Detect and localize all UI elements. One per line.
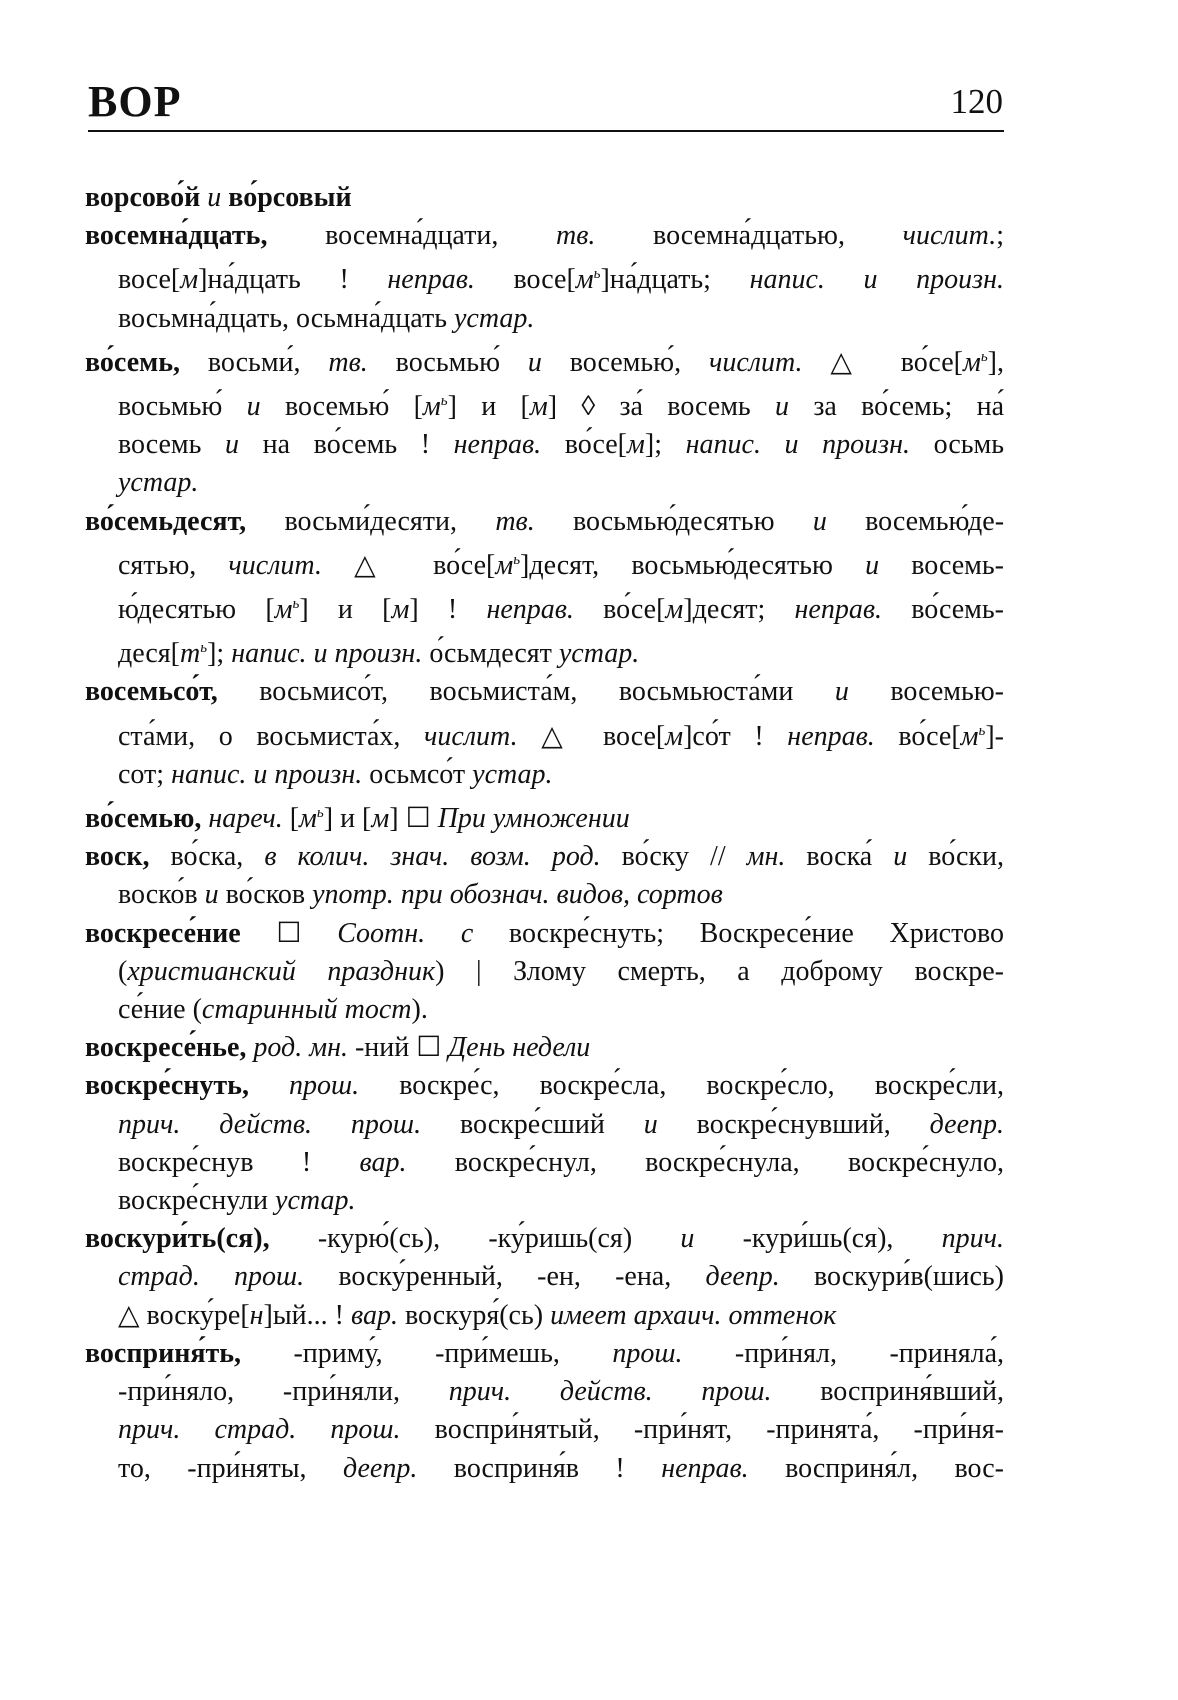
headword: во́рсовый bbox=[228, 182, 352, 213]
entry-continuation-line bbox=[85, 629, 1004, 673]
grammatical-label: прич. действ. прош. bbox=[448, 1376, 772, 1408]
soft-sign-superscript: ь bbox=[980, 348, 988, 365]
entry-text: ( bbox=[118, 955, 128, 987]
grammatical-label: старинный тост bbox=[201, 994, 412, 1026]
grammatical-label: тв. bbox=[328, 346, 368, 378]
dictionary-entries bbox=[85, 179, 1004, 1488]
grammatical-label: м bbox=[529, 391, 548, 423]
grammatical-label: м bbox=[274, 594, 293, 626]
entry-text: восемна́дцати, bbox=[267, 220, 557, 252]
headword: воск, bbox=[85, 841, 150, 873]
entry-text: восе[ bbox=[118, 264, 181, 296]
grammatical-label: м bbox=[665, 594, 684, 626]
entry-text: ] и [ bbox=[299, 594, 392, 626]
grammatical-label: и bbox=[812, 505, 827, 537]
entry-text: ) | Злому смерть, а доброму воскре- bbox=[435, 955, 1005, 987]
entry-text: ], bbox=[987, 346, 1004, 378]
entry-text: то, -при́няты, bbox=[118, 1452, 343, 1484]
entry-text: -приму́, -при́мешь, bbox=[241, 1337, 613, 1369]
entry-text: воскре́снувший, bbox=[657, 1108, 930, 1140]
entry-text: восьми́, bbox=[180, 346, 329, 378]
dictionary-entry bbox=[85, 503, 1004, 674]
entry-text: ]десят, восьмью́десятью bbox=[520, 549, 866, 581]
entry-text: △ восе[ bbox=[517, 720, 666, 752]
grammatical-label: м bbox=[422, 391, 441, 423]
entry-first-line bbox=[85, 179, 1004, 217]
grammatical-label: прич. страд. прош. bbox=[118, 1414, 401, 1446]
entry-text: воскре́снуть; Воскресе́ние Христово bbox=[473, 917, 1005, 949]
entry-continuation-line bbox=[85, 876, 1004, 914]
headword: воскресе́нье, bbox=[85, 1032, 247, 1064]
grammatical-label: и bbox=[893, 841, 908, 873]
grammatical-label: м bbox=[495, 549, 514, 581]
dictionary-entry bbox=[85, 1335, 1004, 1488]
entry-text: ] ◊ за́ восемь bbox=[547, 391, 776, 423]
entry-first-line bbox=[85, 794, 1004, 838]
grammatical-label: и bbox=[527, 346, 542, 378]
grammatical-label: нареч. bbox=[208, 803, 283, 835]
grammatical-label: напис. и произн. bbox=[685, 429, 910, 461]
dictionary-entry bbox=[85, 915, 1004, 1030]
grammatical-label: тв. bbox=[556, 220, 596, 252]
entry-text: ] ! bbox=[409, 594, 487, 626]
entry-continuation-line bbox=[85, 1297, 1004, 1335]
entry-text: во́ску // bbox=[600, 841, 747, 873]
grammatical-label: мн. bbox=[746, 841, 786, 873]
dictionary-entry bbox=[85, 217, 1004, 338]
entry-continuation-line bbox=[85, 1373, 1004, 1411]
grammatical-label: и bbox=[834, 676, 849, 708]
soft-sign-superscript: ь bbox=[978, 722, 986, 739]
grammatical-label: устар. bbox=[472, 758, 553, 790]
entry-text: за во́семь; на́ bbox=[789, 391, 1005, 423]
entry-text: воспри́нятый, -при́нят, -принята́, -при́ня- bbox=[400, 1414, 1005, 1446]
entry-text: воска́ bbox=[785, 841, 894, 873]
page-number: 120 bbox=[950, 82, 1003, 121]
entry-continuation-line bbox=[85, 1411, 1004, 1449]
entry-text: ста́ми, о восьмиста́х, bbox=[118, 720, 425, 752]
entry-text: на во́семь ! bbox=[239, 429, 454, 461]
entry-first-line bbox=[85, 838, 1004, 876]
grammatical-label: напис. и произн. bbox=[231, 638, 423, 670]
entry-text: восемью́ [ bbox=[260, 391, 423, 423]
entry-first-line bbox=[85, 1067, 1004, 1105]
soft-sign-superscript: ь bbox=[316, 805, 324, 822]
grammatical-label: прич. действ. прош. bbox=[118, 1108, 422, 1140]
grammatical-label: деепр. bbox=[705, 1261, 780, 1293]
grammatical-label: числит. bbox=[708, 346, 803, 378]
grammatical-label: н bbox=[249, 1299, 264, 1331]
entry-continuation-line bbox=[85, 426, 1004, 464]
grammatical-label: и bbox=[775, 391, 790, 423]
entry-text: ; bbox=[996, 220, 1004, 252]
entry-text: восприня́л, вос- bbox=[748, 1452, 1005, 1484]
entry-text: восемью́де- bbox=[826, 505, 1005, 537]
entry-text: во́се[ bbox=[573, 594, 666, 626]
soft-sign-superscript: ь bbox=[513, 551, 521, 568]
grammatical-label: прош. bbox=[289, 1070, 360, 1102]
entry-text: восемна́дцатью, bbox=[595, 220, 903, 252]
entry-continuation-line bbox=[85, 255, 1004, 299]
entry-text: ] и [ bbox=[447, 391, 530, 423]
entry-text: восемь- bbox=[879, 549, 1004, 581]
entry-text: деся[ bbox=[118, 638, 181, 670]
entry-continuation-line bbox=[85, 991, 1004, 1029]
grammatical-label: неправ. bbox=[387, 264, 475, 296]
entry-first-line bbox=[85, 503, 1004, 541]
grammatical-label: м bbox=[665, 720, 684, 752]
entry-text: воску́ренный, -ен, -ена, bbox=[304, 1261, 706, 1293]
entry-text: воскури́в(шись) bbox=[779, 1261, 1004, 1293]
entry-text: воскре́с, воскре́сла, воскре́сло, воскре́сли, bbox=[359, 1070, 1005, 1102]
entry-text: восемь bbox=[118, 429, 226, 461]
soft-sign-superscript: ь bbox=[292, 596, 300, 613]
grammatical-label: При умножении bbox=[437, 803, 630, 835]
entry-text: восемью́, bbox=[541, 346, 709, 378]
grammatical-label: вар. bbox=[351, 1299, 398, 1331]
grammatical-label: страд. прош. bbox=[118, 1261, 305, 1293]
entry-text bbox=[249, 1070, 289, 1101]
grammatical-label: числит. bbox=[424, 720, 518, 752]
dictionary-entry bbox=[85, 838, 1004, 914]
entry-text: во́се[ bbox=[874, 720, 961, 752]
headword: во́семь, bbox=[85, 346, 181, 378]
entry-continuation-line bbox=[85, 1182, 1004, 1220]
entry-text: осьмь bbox=[910, 429, 1004, 461]
entry-text: во́сков bbox=[218, 879, 313, 911]
grammatical-label: устар. bbox=[453, 302, 535, 334]
entry-text: восьмисо́т, восьмиста́м, восьмьюста́ми bbox=[217, 676, 835, 708]
grammatical-label: и bbox=[865, 549, 880, 581]
entry-text: се́ние ( bbox=[118, 994, 202, 1026]
entry-text: воскре́снул, воскре́снула, воскре́снуло, bbox=[406, 1146, 1004, 1178]
entry-text: восприня́вший, bbox=[771, 1376, 1004, 1408]
entry-first-line bbox=[85, 217, 1004, 255]
grammatical-label: м bbox=[299, 803, 317, 835]
entry-continuation-line bbox=[85, 756, 1004, 794]
entry-continuation-line bbox=[85, 712, 1004, 756]
headword: воскре́снуть, bbox=[85, 1070, 249, 1102]
entry-first-line bbox=[85, 1335, 1004, 1373]
entry-text: восьми́десяти, bbox=[246, 505, 496, 537]
grammatical-label: неправ. bbox=[787, 720, 875, 752]
headword: восприня́ть, bbox=[85, 1337, 242, 1369]
entry-continuation-line bbox=[85, 464, 1004, 502]
entry-text: сот; bbox=[118, 758, 172, 790]
grammatical-label: м bbox=[962, 346, 981, 378]
grammatical-label: Соотн. с bbox=[337, 917, 474, 949]
grammatical-label: м bbox=[180, 264, 199, 296]
entry-text: △ во́се[ bbox=[321, 549, 496, 581]
entry-text: осьмсо́т bbox=[362, 758, 473, 790]
grammatical-label: и bbox=[643, 1108, 658, 1140]
soft-sign-superscript: ь bbox=[593, 266, 601, 283]
grammatical-label: напис. и произн. bbox=[171, 758, 363, 790]
entry-text: ю́десятью [ bbox=[118, 594, 275, 626]
grammatical-label: числит. bbox=[902, 220, 997, 252]
entry-text: воско́в bbox=[118, 879, 205, 911]
entry-text: ]; bbox=[207, 638, 232, 670]
entry-text: во́ски, bbox=[907, 841, 1005, 873]
entry-text: ]со́т ! bbox=[683, 720, 788, 752]
entry-continuation-line bbox=[85, 1106, 1004, 1144]
headword: ворсово́й bbox=[85, 182, 201, 213]
soft-sign-superscript: ь bbox=[440, 393, 448, 410]
soft-sign-superscript: ь bbox=[200, 640, 208, 657]
entry-text: ] ☐ bbox=[389, 803, 438, 835]
grammatical-label: и bbox=[225, 429, 240, 461]
grammatical-label: м bbox=[627, 429, 645, 461]
dictionary-entry bbox=[85, 673, 1004, 794]
grammatical-label: м bbox=[575, 264, 594, 296]
entry-continuation-line bbox=[85, 953, 1004, 991]
entry-text: сятью, bbox=[118, 549, 229, 581]
dictionary-entry bbox=[85, 1220, 1004, 1335]
dictionary-entry bbox=[85, 1029, 1004, 1067]
entry-continuation-line bbox=[85, 1450, 1004, 1488]
grammatical-label: деепр. bbox=[929, 1108, 1005, 1140]
entry-text: -кури́шь(ся), bbox=[694, 1223, 942, 1255]
entry-continuation-line bbox=[85, 585, 1004, 629]
entry-text: восемью- bbox=[848, 676, 1005, 708]
grammatical-label: и bbox=[200, 182, 229, 213]
grammatical-label: имеет архаич. оттенок bbox=[550, 1299, 837, 1331]
entry-text: восьмью́десятью bbox=[534, 505, 813, 537]
entry-continuation-line bbox=[85, 1258, 1004, 1296]
grammatical-label: числит. bbox=[228, 549, 322, 581]
headword: восемьсо́т, bbox=[85, 676, 218, 708]
entry-first-line bbox=[85, 338, 1004, 382]
headword: восемна́дцать, bbox=[85, 220, 268, 252]
entry-text: ]; bbox=[644, 429, 686, 461]
entry-continuation-line bbox=[85, 382, 1004, 426]
grammatical-label: вар. bbox=[359, 1146, 407, 1178]
entry-text: ]- bbox=[985, 720, 1005, 752]
grammatical-label: неправ. bbox=[794, 594, 883, 626]
entry-text: ). bbox=[411, 994, 428, 1026]
grammatical-label: неправ. bbox=[453, 429, 542, 461]
headword: воскури́ть(ся), bbox=[85, 1223, 270, 1255]
grammatical-label: употр. при обознач. видов, сортов bbox=[312, 879, 723, 911]
entry-continuation-line bbox=[85, 1144, 1004, 1182]
entry-text: -при́нял, -приняла́, bbox=[682, 1337, 1004, 1369]
entry-text: -при́няло, -при́няли, bbox=[118, 1376, 449, 1408]
headword: воскресе́ние bbox=[85, 917, 241, 949]
grammatical-label: христианский праздник bbox=[127, 955, 436, 987]
grammatical-label: прич. bbox=[941, 1223, 1004, 1255]
entry-text: воскре́сший bbox=[421, 1108, 644, 1140]
entry-text: восьмью́ bbox=[367, 346, 528, 378]
entry-text: ]ый... ! bbox=[263, 1299, 351, 1331]
guide-word: ВОР bbox=[88, 77, 182, 126]
entry-text: △ во́се[ bbox=[802, 346, 963, 378]
grammatical-label: устар. bbox=[118, 467, 199, 499]
entry-text: во́ска, bbox=[149, 841, 265, 873]
entry-text: -курю́(сь), -ку́ришь(ся) bbox=[269, 1223, 681, 1255]
grammatical-label: и bbox=[246, 391, 261, 423]
grammatical-label: устар. bbox=[275, 1185, 356, 1217]
grammatical-label: в колич. знач. возм. род. bbox=[264, 841, 601, 873]
dictionary-entry bbox=[85, 794, 1004, 838]
entry-text: ]на́дцать; bbox=[600, 264, 750, 296]
grammatical-label: м bbox=[371, 803, 390, 835]
grammatical-label: т bbox=[180, 638, 201, 670]
grammatical-label: род. мн. bbox=[253, 1032, 348, 1064]
entry-text: △ воску́ре[ bbox=[118, 1299, 250, 1331]
entry-text: воскре́снув ! bbox=[118, 1146, 360, 1178]
entry-first-line bbox=[85, 673, 1004, 711]
entry-text: ] и [ bbox=[323, 803, 372, 835]
entry-text: -ний ☐ bbox=[347, 1032, 449, 1064]
grammatical-label: прош. bbox=[612, 1337, 683, 1369]
grammatical-label: м bbox=[960, 720, 979, 752]
grammatical-label: неправ. bbox=[486, 594, 574, 626]
header-rule bbox=[88, 130, 1004, 132]
grammatical-label: деепр. bbox=[342, 1452, 418, 1484]
dictionary-entry bbox=[85, 338, 1004, 503]
entry-text: воскре́снули bbox=[118, 1185, 276, 1217]
entry-text: восе[ bbox=[474, 264, 576, 296]
entry-text: во́семь- bbox=[882, 594, 1004, 626]
headword: во́семьдесят, bbox=[85, 505, 247, 537]
entry-continuation-line bbox=[85, 541, 1004, 585]
dictionary-entry bbox=[85, 1067, 1004, 1220]
grammatical-label: и bbox=[204, 879, 219, 911]
entry-text: ☐ bbox=[240, 917, 338, 949]
entry-text: ]на́дцать ! bbox=[198, 264, 388, 296]
grammatical-label: м bbox=[391, 594, 410, 626]
entry-text: восьмна́дцать, осьмна́дцать bbox=[118, 302, 454, 334]
entry-first-line bbox=[85, 1029, 1004, 1067]
entry-continuation-line bbox=[85, 300, 1004, 338]
headword: во́семью, bbox=[85, 803, 202, 835]
grammatical-label: напис. и произн. bbox=[749, 264, 1004, 296]
entry-text: воскуря́(сь) bbox=[397, 1299, 551, 1331]
entry-text: восьмью́ bbox=[118, 391, 247, 423]
entry-first-line bbox=[85, 1220, 1004, 1258]
grammatical-label: тв. bbox=[495, 505, 535, 537]
grammatical-label: и bbox=[680, 1223, 695, 1255]
entry-text: о́сьмдесят bbox=[422, 638, 559, 670]
entry-text: ]десят; bbox=[683, 594, 795, 626]
dictionary-entry bbox=[85, 179, 1004, 217]
entry-text: во́се[ bbox=[541, 429, 628, 461]
grammatical-label: устар. bbox=[558, 638, 640, 670]
entry-first-line bbox=[85, 915, 1004, 953]
entry-text: [ bbox=[282, 803, 300, 835]
grammatical-label: неправ. bbox=[661, 1452, 749, 1484]
grammatical-label: День недели bbox=[448, 1032, 591, 1064]
entry-text: восприня́в ! bbox=[417, 1452, 662, 1484]
